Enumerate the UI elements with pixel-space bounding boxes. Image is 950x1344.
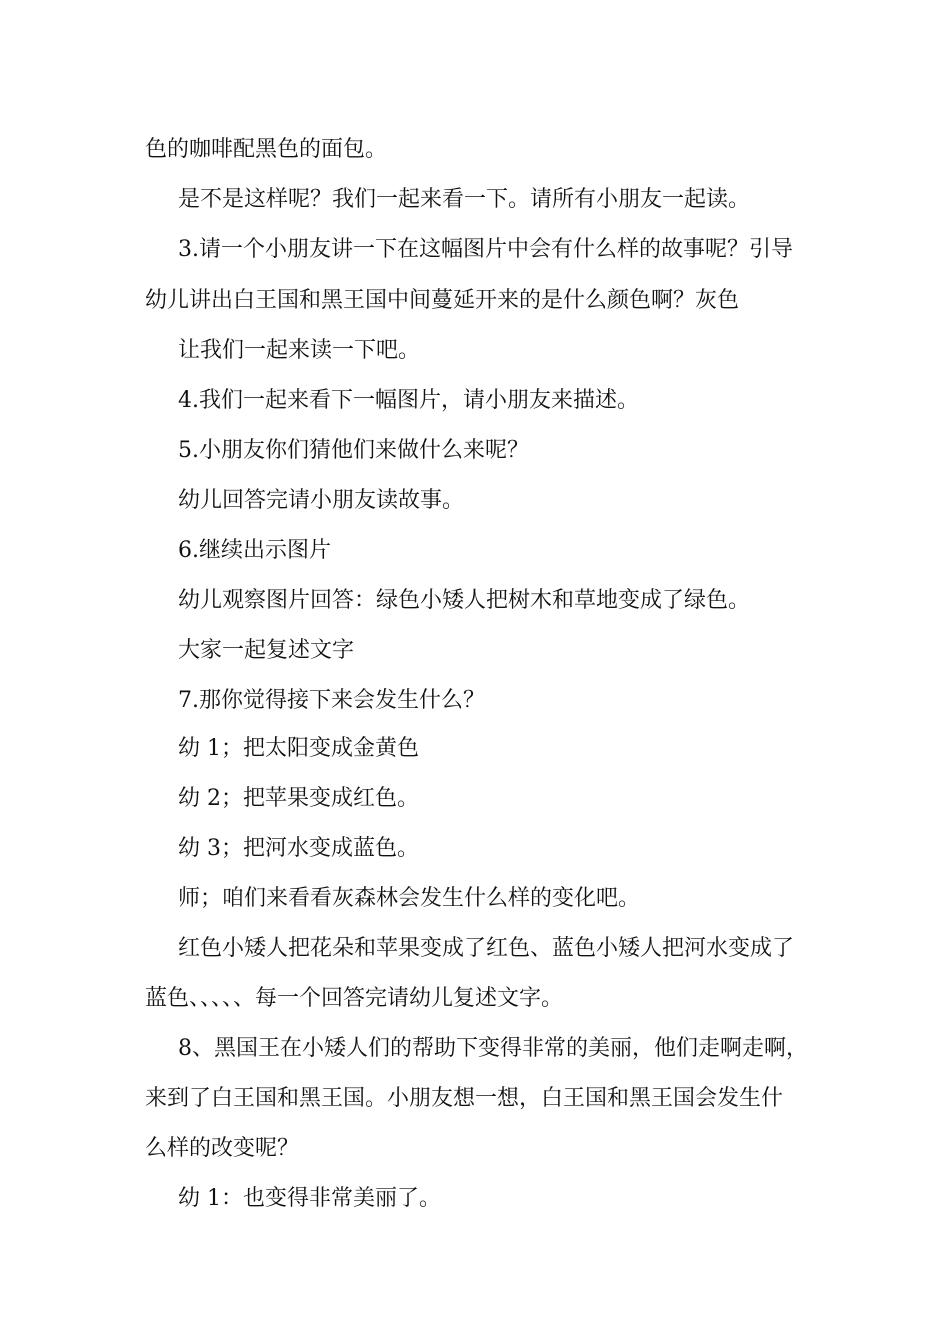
- text-line: 8、黑国王在小矮人们的帮助下变得非常的美丽，他们走啊走啊，: [178, 1036, 808, 1061]
- text-line: 幼儿观察图片回答：绿色小矮人把树木和草地变成了绿色。: [178, 588, 751, 613]
- text-line: 让我们一起来读一下吧。: [178, 338, 421, 363]
- text-line: 幼儿回答完请小朋友读故事。: [178, 488, 465, 513]
- text-line: 3.请一个小朋友讲一下在这幅图片中会有什么样的故事呢？引导: [178, 237, 793, 262]
- text-line: 大家一起复述文字: [178, 638, 355, 663]
- text-line: 幼 3；把河水变成蓝色。: [178, 836, 419, 861]
- text-line: 师；咱们来看看灰森林会发生什么样的变化吧。: [178, 886, 641, 911]
- text-line: 色的咖啡配黑色的面包。: [145, 137, 388, 162]
- text-line: 4.我们一起来看下一幅图片，请小朋友来描述。: [178, 388, 639, 413]
- text-line: 蓝色、、、、、每一个回答完请幼儿复述文字。: [145, 986, 564, 1011]
- text-line: 7.那你觉得接下来会发生什么？: [178, 688, 485, 713]
- text-line: 6.继续出示图片: [178, 538, 331, 563]
- text-line: 来到了白王国和黑王国。小朋友想一想，白王国和黑王国会发生什: [145, 1086, 784, 1111]
- text-line: 幼儿讲出白王国和黑王国中间蔓延开来的是什么颜色啊？灰色: [145, 288, 740, 313]
- text-line: 么样的改变呢？: [145, 1136, 300, 1161]
- text-line: 是不是这样呢？我们一起来看一下。请所有小朋友一起读。: [178, 187, 751, 212]
- text-line: 红色小矮人把花朵和苹果变成了红色、蓝色小矮人把河水变成了: [178, 936, 795, 961]
- text-line: 幼 2；把苹果变成红色。: [178, 786, 419, 811]
- text-line: 5.小朋友你们猜他们来做什么来呢？: [178, 438, 529, 463]
- text-line: 幼 1；把太阳变成金黄色: [178, 736, 419, 761]
- text-line: 幼 1：也变得非常美丽了。: [178, 1186, 441, 1211]
